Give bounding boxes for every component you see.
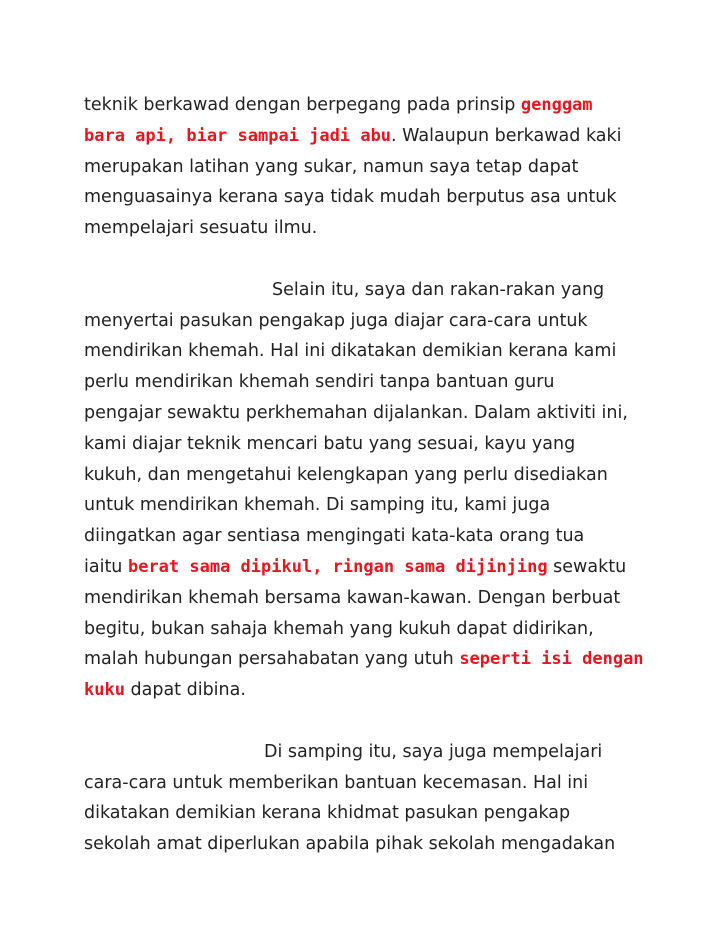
text-line: kukuh, dan mengetahui kelengkapan yang perlu disediakan	[84, 464, 608, 485]
text-line: untuk mendirikan khemah. Di samping itu, kami juga	[84, 495, 551, 516]
text-line: dikatakan demikian kerana khidmat pasukan pengakap	[84, 803, 571, 824]
idiom-highlight: genggam	[520, 95, 593, 115]
text-line: perlu mendirikan khemah sendiri tanpa bantuan guru	[84, 372, 555, 393]
text-run: malah hubungan persahabatan yang utuh	[84, 649, 460, 670]
text-line: mendirikan khemah. Hal ini dikatakan demikian kerana kami	[84, 341, 617, 362]
text-line: cara-cara untuk memberikan bantuan kecemasan. Hal ini	[84, 772, 589, 793]
document-body	[84, 90, 694, 860]
text-line: sekolah amat diperlukan apabila pihak sekolah mengadakan	[84, 834, 616, 855]
text-run: teknik berkawad dengan berpegang pada prinsip	[84, 95, 521, 115]
text-line	[84, 552, 694, 583]
text-line	[84, 644, 694, 675]
text-line-indented: Selain itu, saya dan rakan-rakan yang	[272, 279, 605, 300]
text-line: menyertai pasukan pengakap juga diajar cara-cara untuk	[84, 310, 588, 331]
paragraph-berkawad	[84, 90, 694, 244]
paragraph-gap	[84, 244, 694, 275]
text-run: . Walaupun berkawad kaki	[391, 125, 622, 146]
text-line	[84, 121, 694, 152]
text-line: begitu, bukan sahaja khemah yang kukuh dapat didirikan,	[84, 618, 594, 639]
text-line: mendirikan khemah bersama kawan-kawan. Dengan berbuat	[84, 587, 621, 608]
idiom-highlight: seperti isi dengan	[459, 649, 644, 670]
text-line: merupakan latihan yang sukar, namun saya tetap dapat	[84, 156, 579, 177]
idiom-highlight: bara api, biar sampai jadi abu	[84, 125, 392, 146]
text-line	[84, 90, 694, 121]
text-line: menguasainya kerana saya tidak mudah berputus asa untuk	[84, 187, 617, 208]
text-line-indented: Di samping itu, saya juga mempelajari	[264, 741, 603, 762]
paragraph-khemah	[84, 275, 694, 706]
paragraph-gap	[84, 706, 694, 737]
text-line: mempelajari sesuatu ilmu.	[84, 218, 318, 239]
text-run: sewaktu	[547, 556, 627, 577]
text-line: diingatkan agar sentiasa mengingati kata-kata orang tua	[84, 526, 585, 547]
text-line	[84, 675, 694, 706]
text-run: iaitu	[84, 556, 128, 577]
text-line: pengajar sewaktu perkhemahan dijalankan. Dalam aktiviti ini,	[84, 402, 628, 423]
idiom-highlight: berat sama dipikul, ringan sama dijinjing	[127, 556, 548, 577]
text-line: kami diajar teknik mencari batu yang sesuai, kayu yang	[84, 433, 576, 454]
text-run: dapat dibina.	[124, 680, 246, 701]
paragraph-bantuan-kecemasan	[84, 737, 694, 860]
idiom-highlight: kuku	[84, 680, 125, 701]
